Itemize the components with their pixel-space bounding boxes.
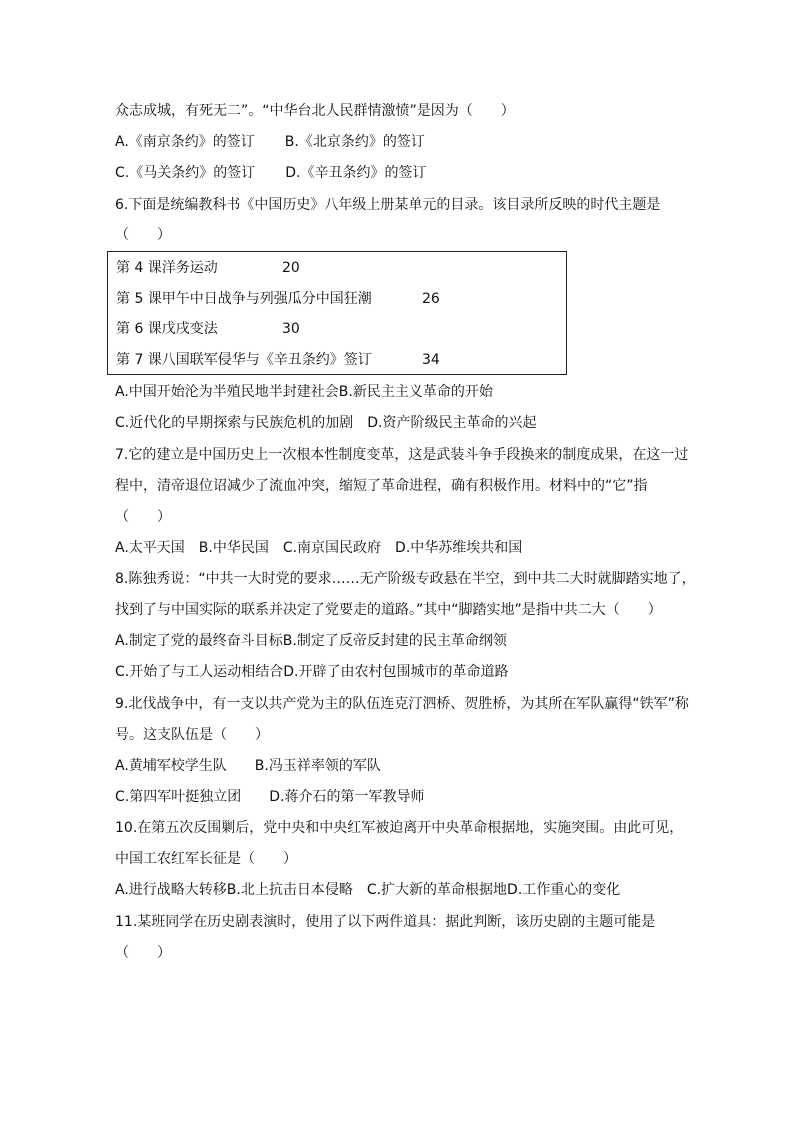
- q7-stem-line2: 程中，清帝退位诏减少了流血冲突，缩短了革命进程，确有积极作用。材料中的“它”指: [115, 478, 648, 494]
- q8-stem-line1: 8.陈独秀说：“中共一大时党的要求……无产阶级专政悬在半空，到中共二大时就脚踏实地了，: [115, 571, 696, 587]
- toc-lesson: 第 5 课甲午中日战争与列强瓜分中国狂潮: [116, 291, 372, 307]
- q9-option-b: B.冯玉祥率领的军队: [254, 758, 381, 774]
- q6-options-line1: A.中国开始沦为半殖民地半封建社会B.新民主主义革命的开始: [115, 384, 493, 400]
- toc-lesson: 第 6 课戊戌变法: [116, 321, 218, 337]
- q5-option-c: C.《马关条约》的签订: [115, 165, 256, 181]
- q10-stem-line2: 中国工农红军长征是（ ）: [115, 851, 297, 867]
- q5-options-ab: [115, 132, 425, 152]
- toc-page-number: 20: [282, 260, 300, 276]
- q9-options-cd: [115, 787, 424, 807]
- q5-options-cd: [115, 163, 426, 183]
- q9-options-ab: [115, 756, 381, 776]
- q8-options-line1: A.制定了党的最终奋斗目标B.制定了反帝反封建的民主革命纲领: [115, 633, 507, 649]
- q10-options: A.进行战略大转移B.北上抗击日本侵略 C.扩大新的革命根据地D.工作重心的变化: [115, 882, 621, 898]
- toc-lesson: 第 7 课八国联军侵华与《辛丑条约》签订: [116, 352, 372, 368]
- q9-stem-line1: 9.北伐战争中，有一支以共产党为主的队伍连克汀泗桥、贺胜桥，为其所在军队赢得“铁军”称: [115, 696, 689, 712]
- q5-option-a: A.《南京条约》的签订: [115, 134, 255, 150]
- q9-option-a: A.黄埔军校学生队: [115, 758, 227, 774]
- q10-stem-line1: 10.在第五次反围剿后，党中央和中央红军被迫离开中央革命根据地，实施突围。由此可见，: [115, 820, 684, 836]
- toc-page-number: 26: [422, 291, 440, 307]
- q11-stem-line2: （ ）: [115, 945, 171, 961]
- q7-stem-line3: （ ）: [115, 509, 171, 525]
- q7-options: A.太平天国 B.中华民国 C.南京国民政府 D.中华苏维埃共和国: [115, 540, 523, 556]
- q8-stem-line2: 找到了与中国实际的联系并决定了党要走的道路。”其中“脚踏实地”是指中共二大（ ）: [115, 602, 662, 618]
- q5-option-b: B.《北京条约》的签订: [284, 134, 425, 150]
- q6-stem-line2: （ ）: [115, 227, 171, 243]
- toc-page-number: 34: [422, 352, 440, 368]
- q8-options-line2: C.开始了与工人运动相结合D.开辟了由农村包围城市的革命道路: [115, 664, 509, 680]
- q6-options-line2: C.近代化的早期探索与民族危机的加剧 D.资产阶级民主革命的兴起: [115, 415, 537, 431]
- q6-stem-line1: 6.下面是统编教科书《中国历史》八年级上册某单元的目录。该目录所反映的时代主题是: [115, 197, 661, 213]
- toc-page-number: 30: [282, 321, 300, 337]
- toc-lesson: 第 4 课洋务运动: [116, 260, 218, 276]
- q11-stem-line1: 11.某班同学在历史剧表演时，使用了以下两件道具：据此判断，该历史剧的主题可能是: [115, 914, 656, 930]
- q7-stem-line1: 7.它的建立是中国历史上一次根本性制度变革，这是武装斗争手段换来的制度成果，在这一过: [115, 447, 689, 463]
- q5-stem-tail: 众志成城，有死无二”。“中华台北人民群情激愤”是因为（ ）: [115, 103, 515, 119]
- q9-option-c: C.第四军叶挺独立团: [115, 789, 242, 805]
- table-of-contents-box: [107, 251, 567, 375]
- q9-stem-line2: 号。这支队伍是（ ）: [115, 727, 269, 743]
- q5-option-d: D.《辛丑条约》的签订: [285, 165, 427, 181]
- q9-option-d: D.蒋介石的第一军教导师: [269, 789, 425, 805]
